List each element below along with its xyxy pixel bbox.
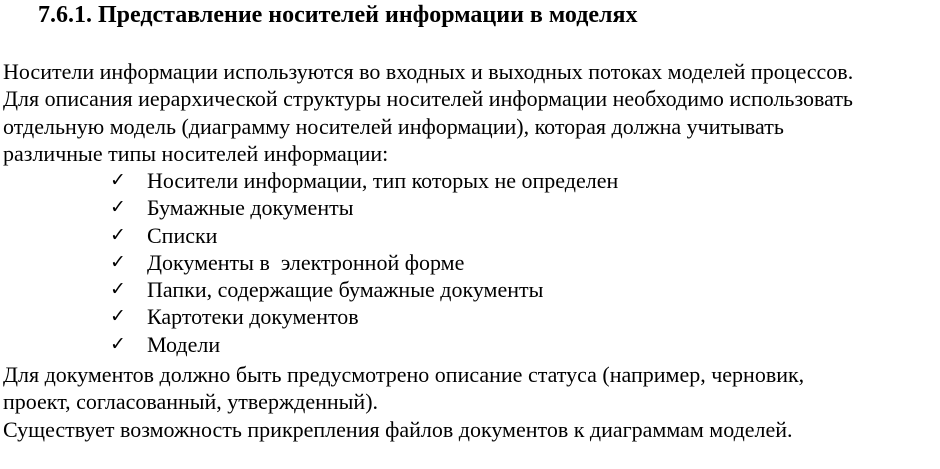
status-paragraph xyxy=(3,361,804,416)
intro-line: отдельную модель (диаграмму носителей информации), которая должна учитывать xyxy=(3,113,784,139)
list-item-label: Модели xyxy=(147,331,221,357)
intro-line: различные типы носителей информации: xyxy=(3,140,389,166)
list-item-label: Бумажные документы xyxy=(147,195,354,221)
status-line: Для документов должно быть предусмотрено описание статуса (например, черновик, xyxy=(3,362,805,387)
attachment-line: Существует возможность прикрепления файлов документов к диаграммам моделей. xyxy=(3,417,793,442)
list-item-label: Папки, содержащие бумажные документы xyxy=(147,277,544,303)
status-line: проект, согласованный, утвержденный). xyxy=(3,389,379,415)
intro-line: Для описания иерархической структуры носителей информации необходимо использовать xyxy=(3,86,853,112)
attachment-paragraph xyxy=(3,416,793,443)
section-heading: 7.6.1. Представление носителей информации в моделях xyxy=(38,2,638,28)
list-item-label: Списки xyxy=(147,222,218,248)
checkmark-icon: ✓ xyxy=(110,305,126,328)
checkmark-icon: ✓ xyxy=(110,169,126,191)
intro-line: Носители информации используются во входных и выходных потоках моделей процессов. xyxy=(3,59,854,84)
checkmark-icon: ✓ xyxy=(110,223,126,246)
checkmark-icon: ✓ xyxy=(110,278,126,301)
intro-paragraph xyxy=(3,58,853,167)
list-item-label: Документы в электронной форме xyxy=(147,249,465,275)
checkmark-icon: ✓ xyxy=(110,196,126,219)
list-item-label: Носители информации, тип которых не определен xyxy=(147,168,619,193)
checkmark-icon: ✓ xyxy=(110,250,126,273)
checkmark-icon: ✓ xyxy=(110,332,126,355)
list-item-label: Картотеки документов xyxy=(147,304,359,330)
